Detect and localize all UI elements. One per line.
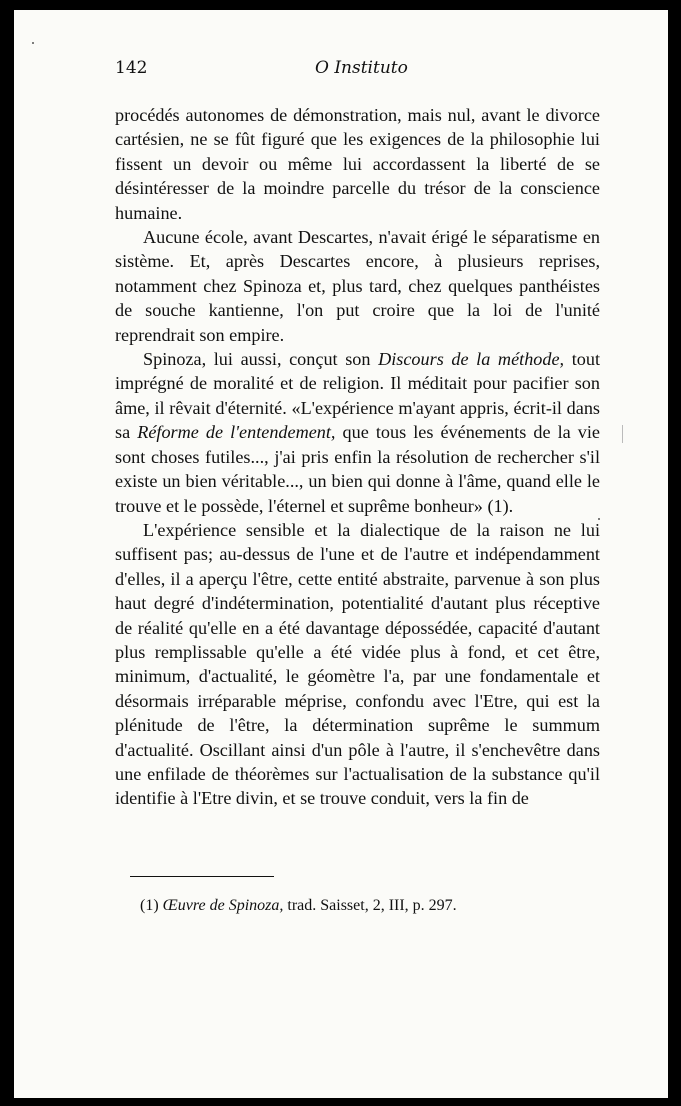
paragraph-text: que tous les événements de la vie sont choses futiles..., j'ai pris enfin la résolution de rechercher s'il existe un bien véritable..., un bien qui donne à l'âme, quand elle le trouve et le possède, l'éternel et suprême bonheur» (1).: [115, 422, 600, 516]
running-title: O Instituto: [315, 58, 408, 78]
paragraph-text: L'expérience sensible et la dialectique de la raison ne lui suffisent pas; au-dessus de l'une et de l'autre et indépendamment d'elles, il a aperçu l'être, cette entité abstraite, parvenue à son plus haut degré d'indétermination, potentialité d'autant plus réceptive de réalité qu'elle en a été davantage dépossédée, capacité d'autant plus remplissable qu'elle a été vidée plus à fond, et cet être, minimum, d'actualité, le géomètre l'a, par une fondamentale et désormais irréparable méprise, confondu avec l'Etre, qui est la plénitude de l'être, la détermination suprême le summum d'actualité. Oscillant ainsi d'un pôle à l'autre, il s'enchevêtre dans une enfilade de théorèmes sur l'actualisation de la substance qu'il identifie à l'Etre divin, et se trouve conduit, vers la fin de: [115, 519, 600, 809]
page-header: [115, 58, 600, 84]
paragraph: [115, 518, 600, 811]
page-number: 142: [115, 58, 148, 78]
paragraph-text: Aucune école, avant Descartes, n'avait érigé le séparatisme en sistème. Et, après Descartes encore, à plusieurs reprises, notamment chez Spinoza et, plus tard, chez quelques panthéistes de souche kantienne, l'on put croire que la loi de l'unité reprendrait son empire.: [115, 227, 600, 345]
footnote-text: trad. Saisset, 2, III, p. 297.: [287, 897, 457, 914]
book-title-italic: Discours de la méthode,: [378, 349, 565, 370]
paragraph-text: tout imprégné de moralité et de religion. Il méditait pour pacifier son âme, il rêvait d'éternité. «L'expérience m'ayant appris, écrit-il dans sa: [115, 349, 601, 443]
footnote-title: Œuvre de Spinoza,: [162, 897, 284, 914]
footnote-rule: [130, 876, 274, 877]
paragraph: [115, 347, 600, 518]
footnote: [140, 896, 600, 916]
body-text: [115, 103, 600, 811]
paragraph-text: procédés autonomes de démonstration, mais nul, avant le divorce cartésien, ne se fût figuré que les exigences de la philosophie lui fissent un devoir ou même lui accordassent la liberté de se désintéresser de la moindre parcelle du trésor de la conscience humaine.: [115, 105, 600, 223]
paragraph-text: Spinoza, lui aussi, conçut son: [143, 349, 379, 370]
book-title-italic: Réforme de l'entendement,: [137, 422, 336, 443]
paragraph: [115, 103, 600, 225]
margin-mark: [622, 425, 623, 443]
footnote-marker: (1): [140, 897, 159, 914]
paper-speck: [32, 42, 34, 44]
paragraph: [115, 225, 600, 347]
